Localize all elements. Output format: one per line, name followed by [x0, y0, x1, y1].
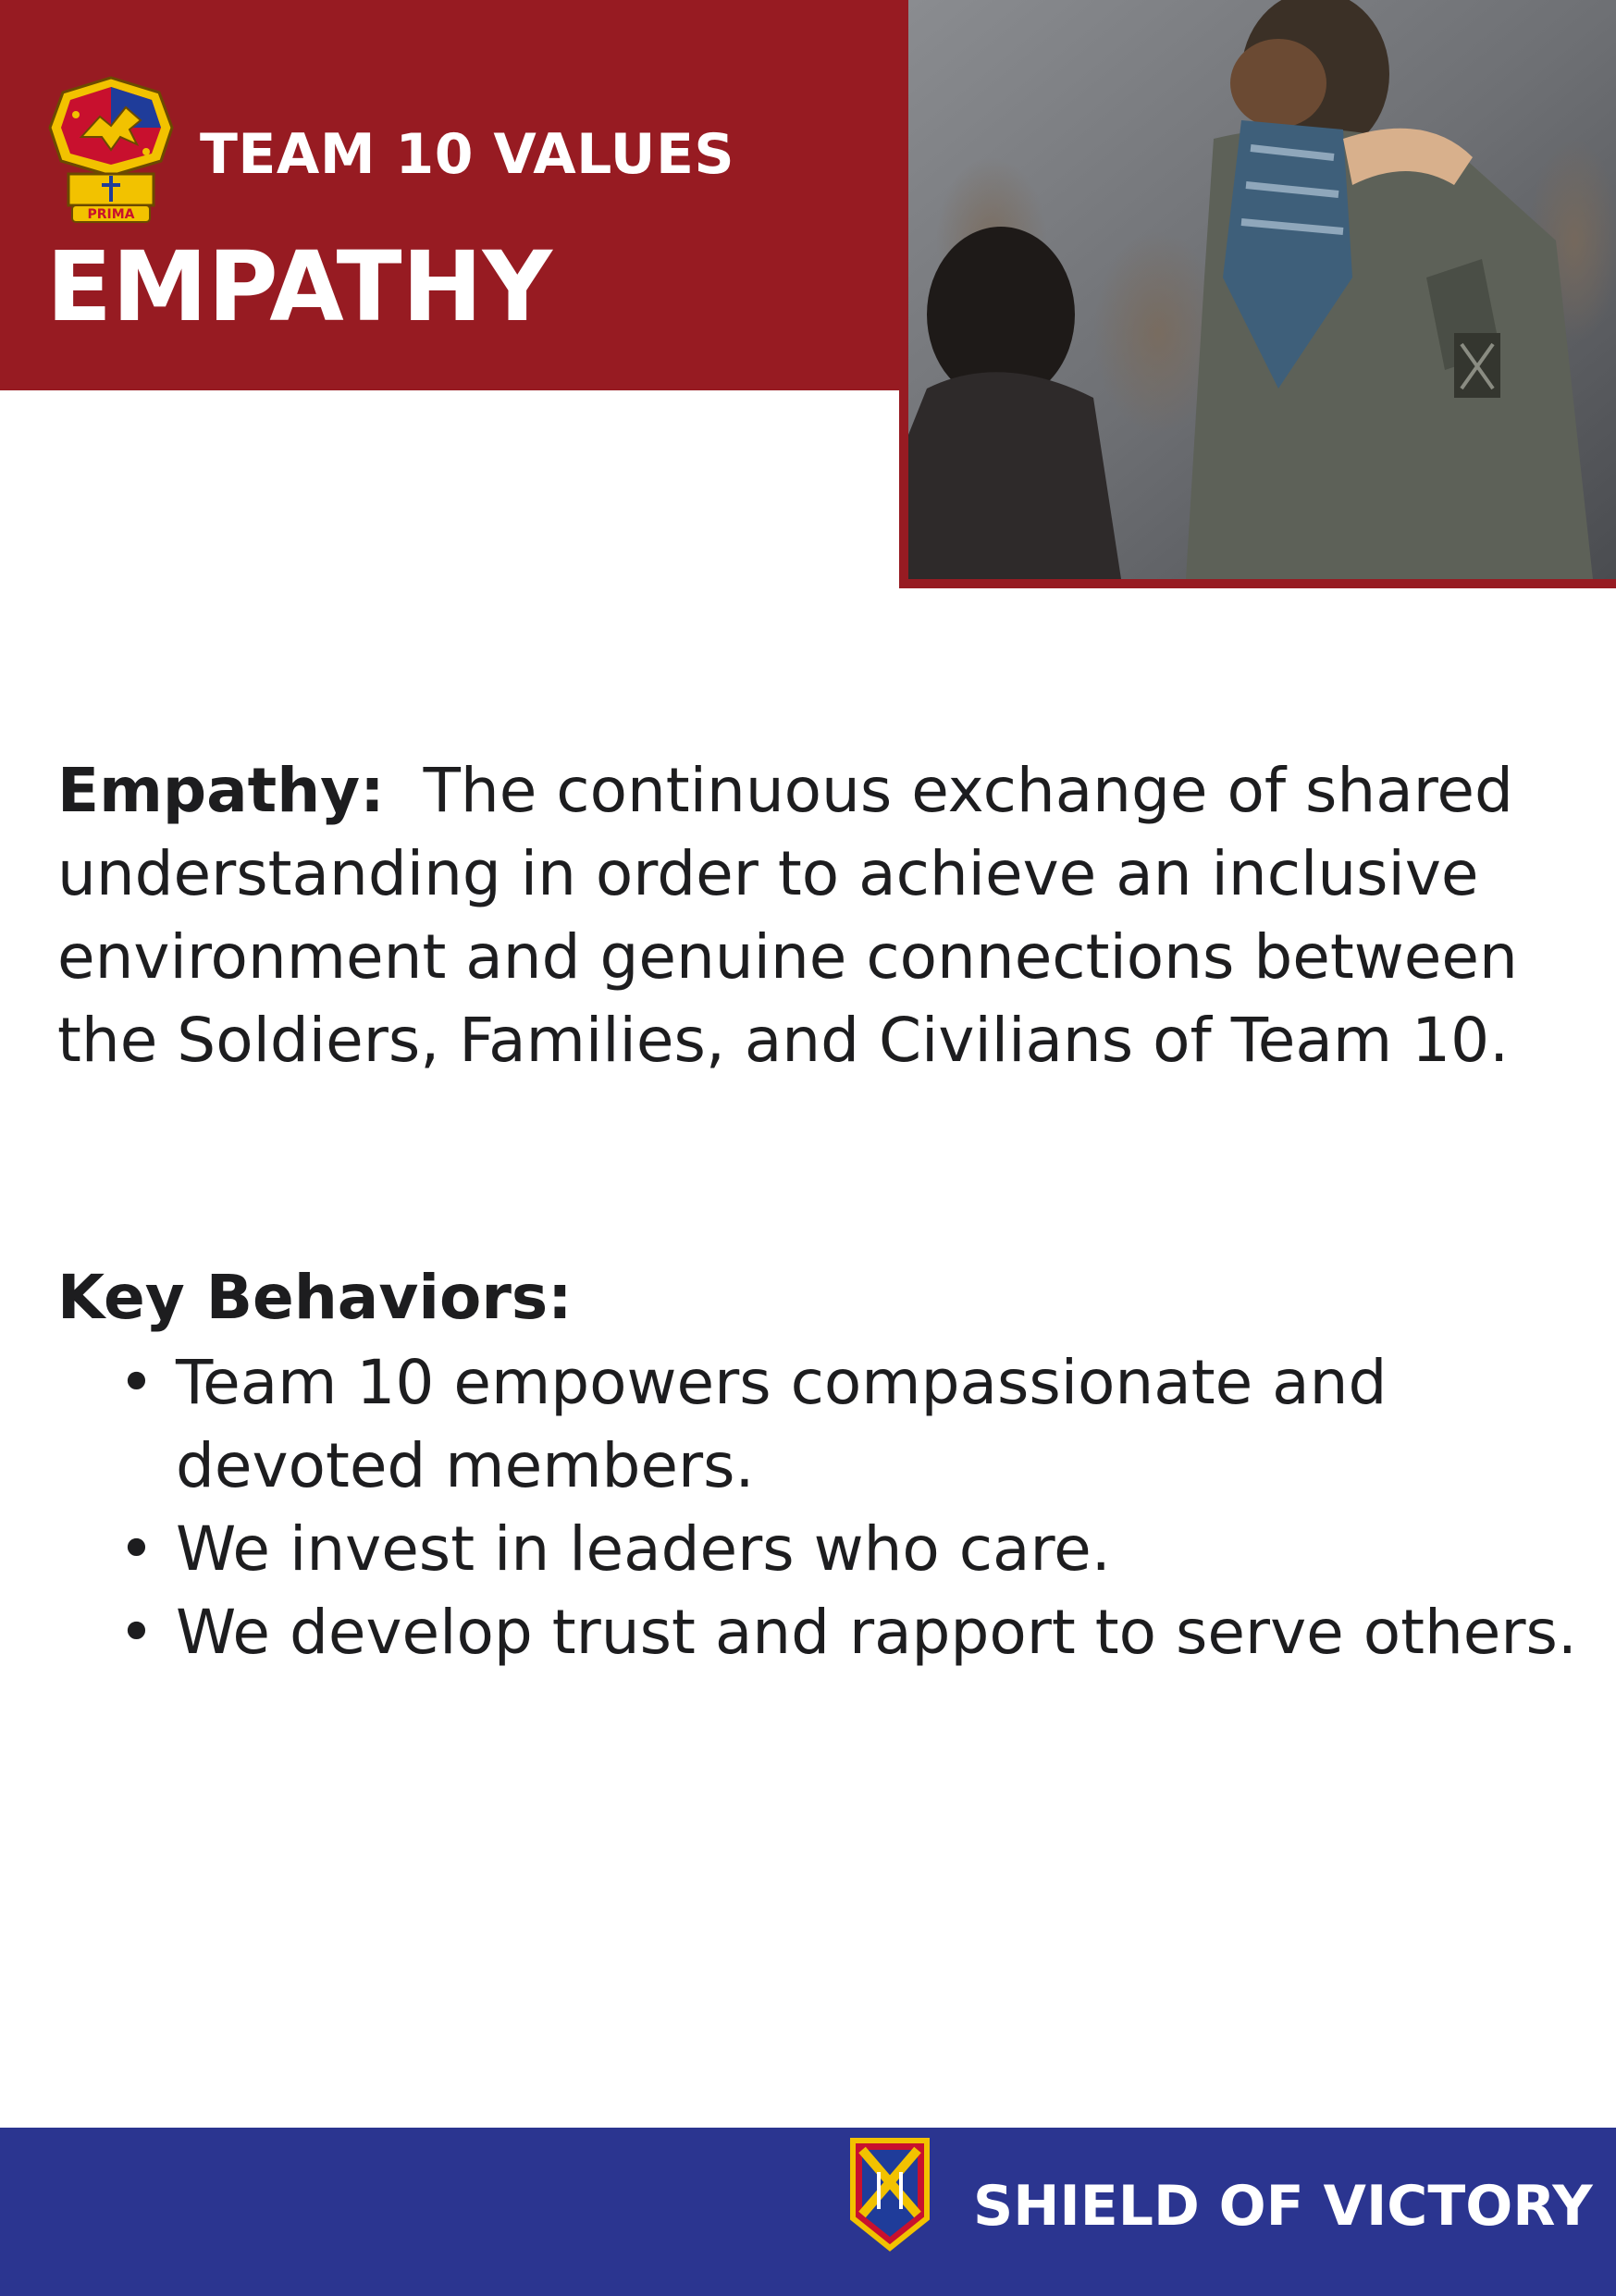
soldier-family-photo	[908, 0, 1616, 579]
bullet-icon: •	[118, 1513, 154, 1585]
crest-motto: PRIMA	[87, 207, 135, 222]
list-item-text: We invest in leaders who care.	[176, 1513, 1111, 1585]
bullet-icon: •	[118, 1597, 154, 1668]
bullet-icon: •	[118, 1347, 154, 1418]
list-item	[118, 1508, 1600, 1591]
page-title: EMPATHY	[46, 230, 552, 343]
key-behaviors-list	[118, 1341, 1600, 1674]
key-behaviors-heading: Key Behaviors:	[57, 1262, 573, 1333]
list-item-text: Team 10 empowers compassionate and devoted members.	[176, 1347, 1388, 1501]
list-item	[118, 1341, 1600, 1508]
list-item	[118, 1591, 1600, 1674]
footer-slogan: SHIELD OF VICTORY	[973, 2174, 1593, 2239]
definition-text: The continuous exchange of shared understanding in order to achieve an inclusive environment and genuine connections between the Soldiers, Families, and Civilians of Team 10.	[57, 755, 1518, 1076]
division-patch-icon	[847, 2135, 932, 2253]
header-kicker: TEAM 10 VALUES	[200, 122, 735, 187]
definition-term: Empathy:	[57, 755, 385, 826]
empathy-definition	[57, 749, 1593, 1082]
list-item-text: We develop trust and rapport to serve others.	[176, 1597, 1577, 1668]
unit-crest-icon	[44, 72, 178, 228]
